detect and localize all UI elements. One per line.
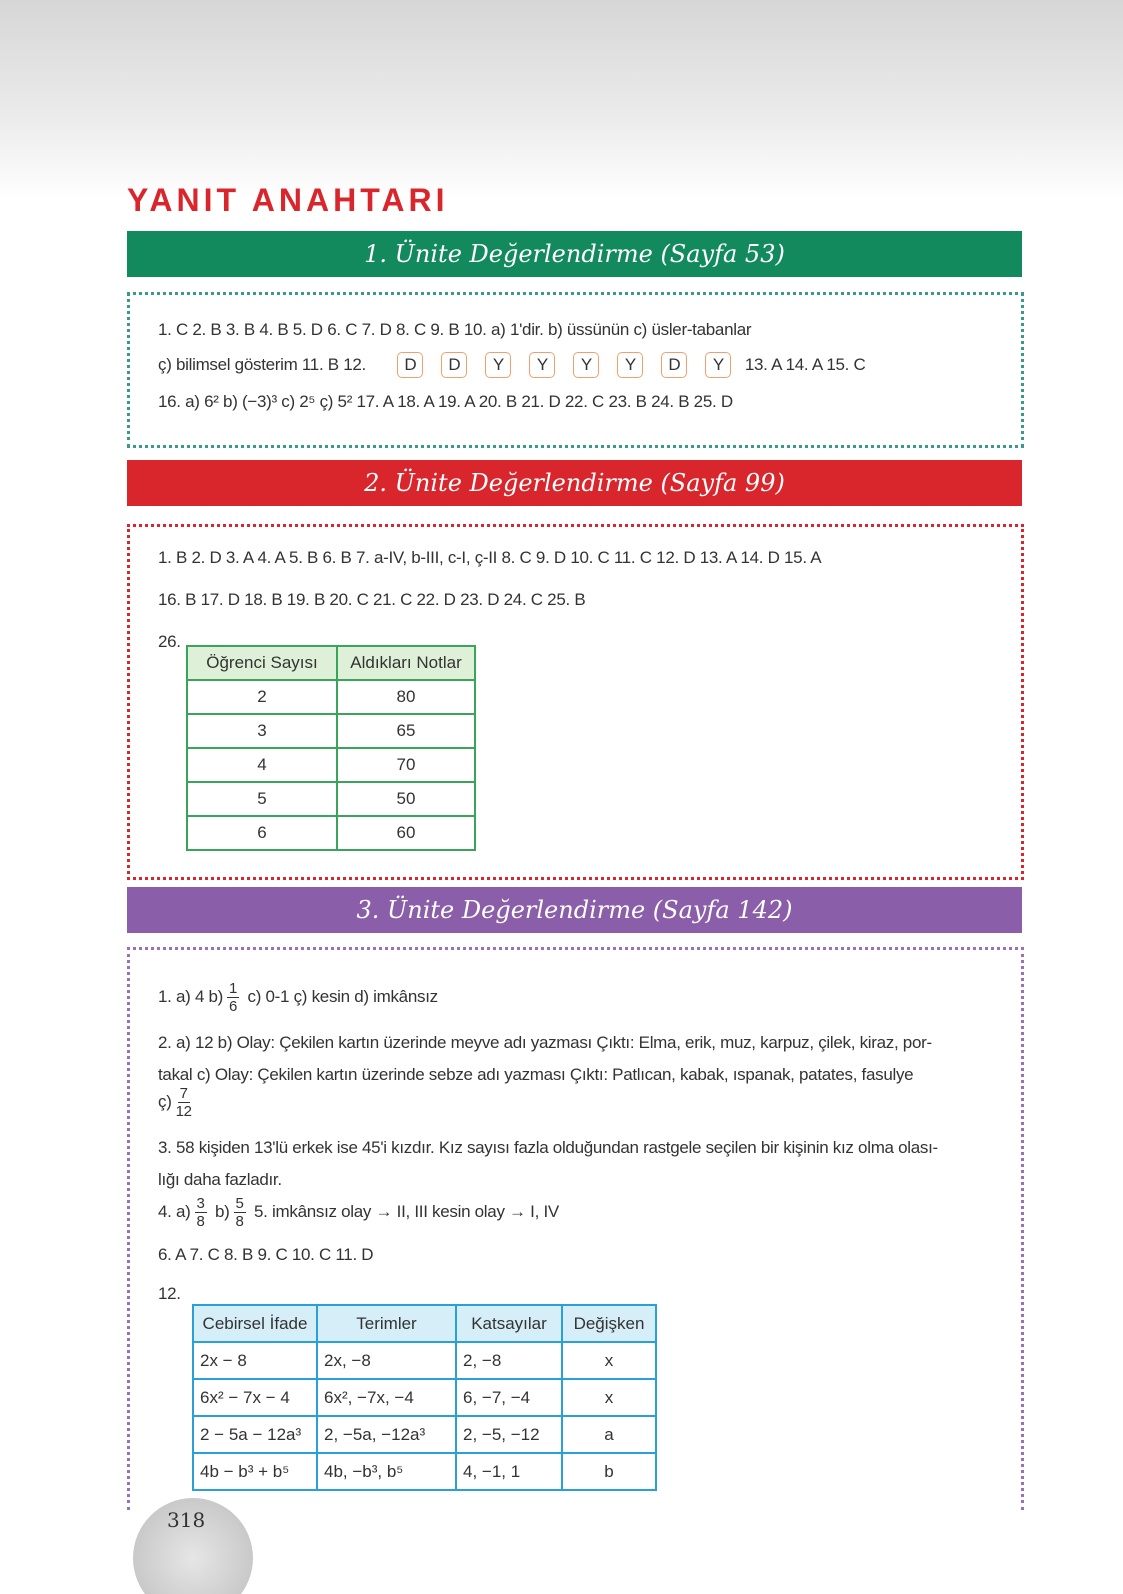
fraction: $\frac{5}{8}$ (235, 1195, 244, 1230)
page-number: 318 (167, 1508, 206, 1532)
cell: 2, −5a, −12a³ (317, 1416, 456, 1453)
cell: 2x − 8 (193, 1342, 317, 1379)
cell: x (562, 1342, 656, 1379)
page-number-badge (133, 1498, 253, 1594)
tf-box: D (441, 352, 467, 378)
col-header: Değişken (562, 1305, 656, 1342)
table-row (187, 816, 475, 850)
tf-box: Y (485, 352, 511, 378)
header-background (0, 0, 1123, 200)
fraction: $\frac{7}{12}$ (175, 1085, 192, 1120)
s3-line-5: 3. 58 kişiden 13'lü erkek ise 45'i kızdır. Kız sayısı fazla olduğundan rastgele seçilen bir kişinin kız olma olası- (158, 1138, 938, 1157)
section-2-box (127, 524, 1024, 880)
tf-box: Y (529, 352, 555, 378)
cell: 5 (187, 782, 337, 816)
table-row (193, 1342, 656, 1379)
col-header: Katsayılar (456, 1305, 562, 1342)
s3-line-4 (158, 1085, 196, 1120)
text: b) (215, 1201, 230, 1221)
cell: 2 (187, 680, 337, 714)
table-row (193, 1416, 656, 1453)
cell: 65 (337, 714, 475, 748)
section-1-box (127, 292, 1024, 448)
tf-box: D (397, 352, 423, 378)
col-header: Cebirsel İfade (193, 1305, 317, 1342)
q26-label: 26. (158, 632, 181, 651)
cell: 50 (337, 782, 475, 816)
cell: 60 (337, 816, 475, 850)
cell: a (562, 1416, 656, 1453)
cell: x (562, 1379, 656, 1416)
table-row (187, 782, 475, 816)
cell: 3 (187, 714, 337, 748)
cell: 2x, −8 (317, 1342, 456, 1379)
cell: 4b, −b³, b⁵ (317, 1453, 456, 1490)
col-header: Aldıkları Notlar (337, 646, 475, 680)
section-3-header: 3. Ünite Değerlendirme (Sayfa 142) (127, 887, 1022, 933)
text: ç) (158, 1091, 172, 1111)
cell: 2, −8 (456, 1342, 562, 1379)
table-row (187, 714, 475, 748)
s3-line-3: takal c) Olay: Çekilen kartın üzerinde sebze adı yazması Çıktı: Patlıcan, kabak, ıspanak, patates, fasulye (158, 1065, 914, 1084)
cell: 6 (187, 816, 337, 850)
table-row (187, 748, 475, 782)
cell: 4, −1, 1 (456, 1453, 562, 1490)
table-12 (192, 1304, 657, 1491)
text: 5. imkânsız olay → II, III kesin olay → I, IV (254, 1201, 559, 1221)
fraction: $\frac{3}{8}$ (196, 1195, 205, 1230)
s1-line-2a: ç) bilimsel gösterim 11. B 12. (158, 355, 366, 374)
page-title: YANIT ANAHTARI (127, 182, 449, 218)
q12-label: 12. (158, 1284, 181, 1303)
s3-line-1 (158, 980, 438, 1015)
tf-box: D (661, 352, 687, 378)
tf-box: Y (705, 352, 731, 378)
text: c) 0-1 ç) kesin d) imkânsız (247, 986, 438, 1006)
col-header: Terimler (317, 1305, 456, 1342)
s3-line-2: 2. a) 12 b) Olay: Çekilen kartın üzerinde meyve adı yazması Çıktı: Elma, erik, muz, karpuz, çilek, kiraz, por- (158, 1033, 932, 1052)
cell: 6x², −7x, −4 (317, 1379, 456, 1416)
cell: 6, −7, −4 (456, 1379, 562, 1416)
s2-line-1: 1. B 2. D 3. A 4. A 5. B 6. B 7. a-IV, b-III, c-I, ç-II 8. C 9. D 10. C 11. C 12. D 13. A 14. D 15. A (158, 548, 822, 567)
section-3-box (127, 947, 1024, 1510)
cell: 2, −5, −12 (456, 1416, 562, 1453)
text: 1. a) 4 b) (158, 986, 224, 1006)
table-row (187, 680, 475, 714)
table-26 (186, 645, 476, 851)
s1-line-1: 1. C 2. B 3. B 4. B 5. D 6. C 7. D 8. C 9. B 10. a) 1'dir. b) üssünün c) üsler-tabanlar (158, 320, 752, 339)
tf-box: Y (617, 352, 643, 378)
s1-line-2b: 13. A 14. A 15. C (744, 355, 866, 374)
table-row (193, 1379, 656, 1416)
cell: b (562, 1453, 656, 1490)
cell: 4b − b³ + b⁵ (193, 1453, 317, 1490)
s1-line-3: 16. a) 6² b) (−3)³ c) 2⁵ ç) 5² 17. A 18. A 19. A 20. B 21. D 22. C 23. B 24. B 25. D (158, 392, 733, 411)
s3-line-6: lığı daha fazladır. (158, 1170, 282, 1189)
cell: 4 (187, 748, 337, 782)
s3-line-8: 6. A 7. C 8. B 9. C 10. C 11. D (158, 1245, 374, 1264)
cell: 80 (337, 680, 475, 714)
s1-line-2 (158, 352, 865, 378)
col-header: Öğrenci Sayısı (187, 646, 337, 680)
s3-line-7 (158, 1195, 559, 1230)
text: 4. a) (158, 1201, 191, 1221)
cell: 6x² − 7x − 4 (193, 1379, 317, 1416)
s2-line-2: 16. B 17. D 18. B 19. B 20. C 21. C 22. D 23. D 24. C 25. B (158, 590, 586, 609)
tf-box: Y (573, 352, 599, 378)
section-2-header: 2. Ünite Değerlendirme (Sayfa 99) (127, 460, 1022, 506)
cell: 2 − 5a − 12a³ (193, 1416, 317, 1453)
fraction: $\frac{1}{6}$ (229, 980, 238, 1015)
table-row (193, 1453, 656, 1490)
cell: 70 (337, 748, 475, 782)
section-1-header: 1. Ünite Değerlendirme (Sayfa 53) (127, 231, 1022, 277)
